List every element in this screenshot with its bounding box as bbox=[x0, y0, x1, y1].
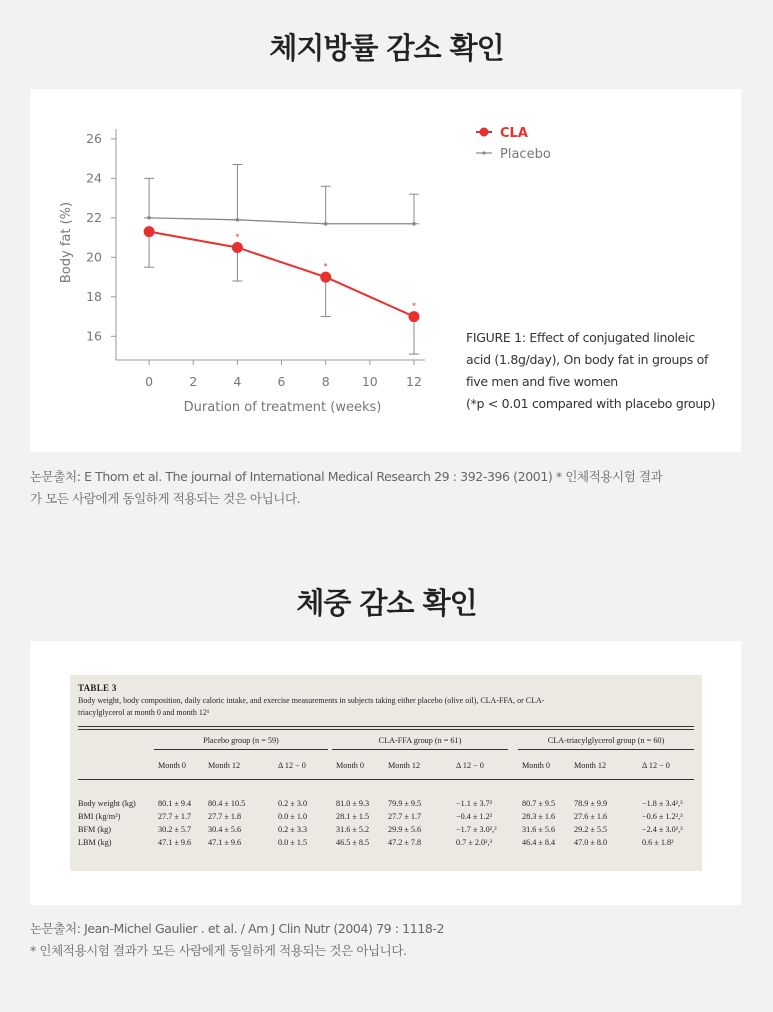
data-point-cla bbox=[408, 311, 419, 322]
y-tick-label: 20 bbox=[86, 249, 102, 265]
table-label: TABLE 3 bbox=[78, 683, 117, 693]
data-point-cla bbox=[232, 242, 243, 253]
group-underline bbox=[332, 749, 508, 750]
table-desc-line-2: triacylglycerol at month 0 and month 12¹ bbox=[78, 708, 210, 717]
column-header: Month 0 bbox=[336, 761, 364, 770]
table-cell: 80.1 ± 9.4 bbox=[158, 799, 192, 808]
source-line-2: * 인체적용시험 결과가 모든 사람에게 동일하게 적용되는 것은 아닙니다. bbox=[30, 943, 407, 958]
table-cell: −0.4 ± 1.2² bbox=[456, 812, 493, 821]
figure-caption bbox=[466, 327, 715, 415]
x-tick-label: 0 bbox=[145, 374, 154, 389]
table-top-rule-2 bbox=[78, 729, 694, 730]
caption-line-4: (*p < 0.01 compared with placebo group) bbox=[466, 396, 716, 411]
caption-line-3: five men and five women bbox=[466, 374, 618, 389]
row-label: LBM (kg) bbox=[78, 838, 112, 847]
column-header: Δ 12 − 0 bbox=[642, 761, 670, 770]
row-label: BFM (kg) bbox=[78, 825, 111, 834]
x-tick-label: 2 bbox=[189, 374, 198, 389]
table-desc-line-1: Body weight, body composition, daily caloric intake, and exercise measurements in subjects taking either placebo (olive oil), CLA-FFA, or CLA- bbox=[78, 696, 545, 705]
section-title-body-fat: 체지방률 감소 확인 bbox=[269, 31, 504, 65]
column-header: Month 12 bbox=[208, 761, 241, 770]
table-description bbox=[78, 695, 678, 719]
table-cell: 0.0 ± 1.5 bbox=[278, 838, 308, 847]
table-cell: 47.1 ± 9.6 bbox=[208, 838, 242, 847]
table-cell: −1.8 ± 3.4²,³ bbox=[642, 799, 683, 808]
table-cell: 30.4 ± 5.6 bbox=[208, 825, 242, 834]
table-cell: 80.7 ± 9.5 bbox=[522, 799, 556, 808]
group-underline bbox=[518, 749, 694, 750]
table-cell: 47.2 ± 7.8 bbox=[388, 838, 422, 847]
table-cell: 27.6 ± 1.6 bbox=[574, 812, 608, 821]
table-cell: 78.9 ± 9.9 bbox=[574, 799, 608, 808]
x-tick-label: 4 bbox=[233, 374, 242, 389]
legend-label-cla: CLA bbox=[500, 126, 528, 141]
section-title-weight: 체중 감소 확인 bbox=[296, 586, 477, 620]
table-cell: −1.1 ± 3.7² bbox=[456, 799, 493, 808]
data-point-placebo bbox=[324, 222, 328, 226]
table-cell: 47.0 ± 8.0 bbox=[574, 838, 608, 847]
x-axis-label: Duration of treatment (weeks) bbox=[183, 400, 382, 415]
significance-star: * bbox=[411, 301, 416, 311]
table-cell: 79.9 ± 9.5 bbox=[388, 799, 422, 808]
table-cell: 27.7 ± 1.8 bbox=[208, 812, 242, 821]
legend-marker-placebo bbox=[482, 151, 485, 154]
data-point-placebo bbox=[412, 222, 416, 226]
significance-star: * bbox=[323, 262, 328, 272]
table-cell: 0.6 ± 1.8² bbox=[642, 838, 674, 847]
data-point-placebo bbox=[147, 216, 151, 220]
table-cell: −0.6 ± 1.2²,³ bbox=[642, 812, 683, 821]
table-cell: 0.0 ± 1.0 bbox=[278, 812, 308, 821]
header-bottom-rule bbox=[78, 779, 694, 780]
table-cell: 47.1 ± 9.6 bbox=[158, 838, 192, 847]
group-header: Placebo group (n = 59) bbox=[203, 736, 279, 745]
x-tick-label: 6 bbox=[277, 374, 286, 389]
source-citation-1: 논문출처: E Thom et al. The journal of International Medical Research 29 : 392-396 (2001) * 인체적용시험 결과가 모든 사람에게 동일하게 적용되는 것은 아닙니다. bbox=[30, 469, 663, 506]
table-cell: 81.0 ± 9.3 bbox=[336, 799, 370, 808]
table-image bbox=[70, 675, 702, 871]
caption-line-1: FIGURE 1: Effect of conjugated linoleic bbox=[466, 330, 695, 345]
table-card bbox=[30, 641, 741, 905]
y-tick-label: 18 bbox=[86, 288, 102, 304]
y-tick-label: 16 bbox=[86, 328, 102, 344]
x-tick-label: 10 bbox=[361, 374, 378, 389]
table-cell: 46.5 ± 8.5 bbox=[336, 838, 370, 847]
column-header: Month 0 bbox=[522, 761, 550, 770]
column-header: Month 12 bbox=[388, 761, 421, 770]
table-cell: 31.6 ± 5.2 bbox=[336, 825, 370, 834]
series-line-placebo bbox=[149, 218, 414, 224]
data-point-cla bbox=[320, 272, 331, 283]
table-cell: −1.7 ± 3.0²,³ bbox=[456, 825, 497, 834]
table-cell: 29.9 ± 5.6 bbox=[388, 825, 422, 834]
x-tick-label: 8 bbox=[321, 374, 330, 389]
table-cell: 30.2 ± 5.7 bbox=[158, 825, 192, 834]
table-cell: −2.4 ± 3.0²,³ bbox=[642, 825, 683, 834]
y-tick-label: 24 bbox=[86, 170, 102, 186]
group-header: CLA-triacylglycerol group (n = 60) bbox=[547, 736, 665, 745]
table-top-rule bbox=[78, 726, 694, 727]
column-header: Month 0 bbox=[158, 761, 186, 770]
series-line-cla bbox=[149, 232, 414, 317]
group-header: CLA-FFA group (n = 61) bbox=[378, 736, 462, 745]
source-citation-2 bbox=[30, 918, 730, 962]
table-cell: 0.2 ± 3.0 bbox=[278, 799, 308, 808]
table-cell: 27.7 ± 1.7 bbox=[158, 812, 192, 821]
x-tick-label: 12 bbox=[406, 374, 422, 389]
column-header: Month 12 bbox=[574, 761, 607, 770]
chart-card bbox=[30, 89, 741, 452]
significance-star: * bbox=[235, 232, 240, 242]
group-underline bbox=[154, 749, 328, 750]
legend-label-placebo: Placebo bbox=[500, 147, 551, 162]
table-cell: 0.2 ± 3.3 bbox=[278, 825, 308, 834]
row-label: BMI (kg/m²) bbox=[78, 812, 121, 821]
data-point-cla bbox=[144, 226, 155, 237]
table-cell: 29.2 ± 5.5 bbox=[574, 825, 608, 834]
table-cell: 28.1 ± 1.5 bbox=[336, 812, 370, 821]
y-tick-label: 22 bbox=[86, 209, 102, 225]
table-cell: 80.4 ± 10.5 bbox=[208, 799, 246, 808]
column-header: Δ 12 − 0 bbox=[456, 761, 484, 770]
table-cell: 46.4 ± 8.4 bbox=[522, 838, 556, 847]
legend-marker-cla bbox=[480, 128, 489, 137]
table-cell: 28.3 ± 1.6 bbox=[522, 812, 556, 821]
table-cell: 31.6 ± 5.6 bbox=[522, 825, 556, 834]
table-cell: 27.7 ± 1.7 bbox=[388, 812, 422, 821]
row-label: Body weight (kg) bbox=[78, 799, 136, 808]
column-header: Δ 12 − 0 bbox=[278, 761, 306, 770]
data-point-placebo bbox=[236, 218, 240, 222]
caption-line-2: acid (1.8g/day), On body fat in groups of bbox=[466, 352, 709, 367]
y-axis-label: Body fat (%) bbox=[59, 201, 74, 284]
y-tick-label: 26 bbox=[86, 130, 102, 146]
source-line-1: 논문출처: Jean-Michel Gaulier . et al. / Am J Clin Nutr (2004) 79 : 1118-2 bbox=[30, 921, 445, 936]
table-cell: 0.7 ± 2.0²,³ bbox=[456, 838, 493, 847]
